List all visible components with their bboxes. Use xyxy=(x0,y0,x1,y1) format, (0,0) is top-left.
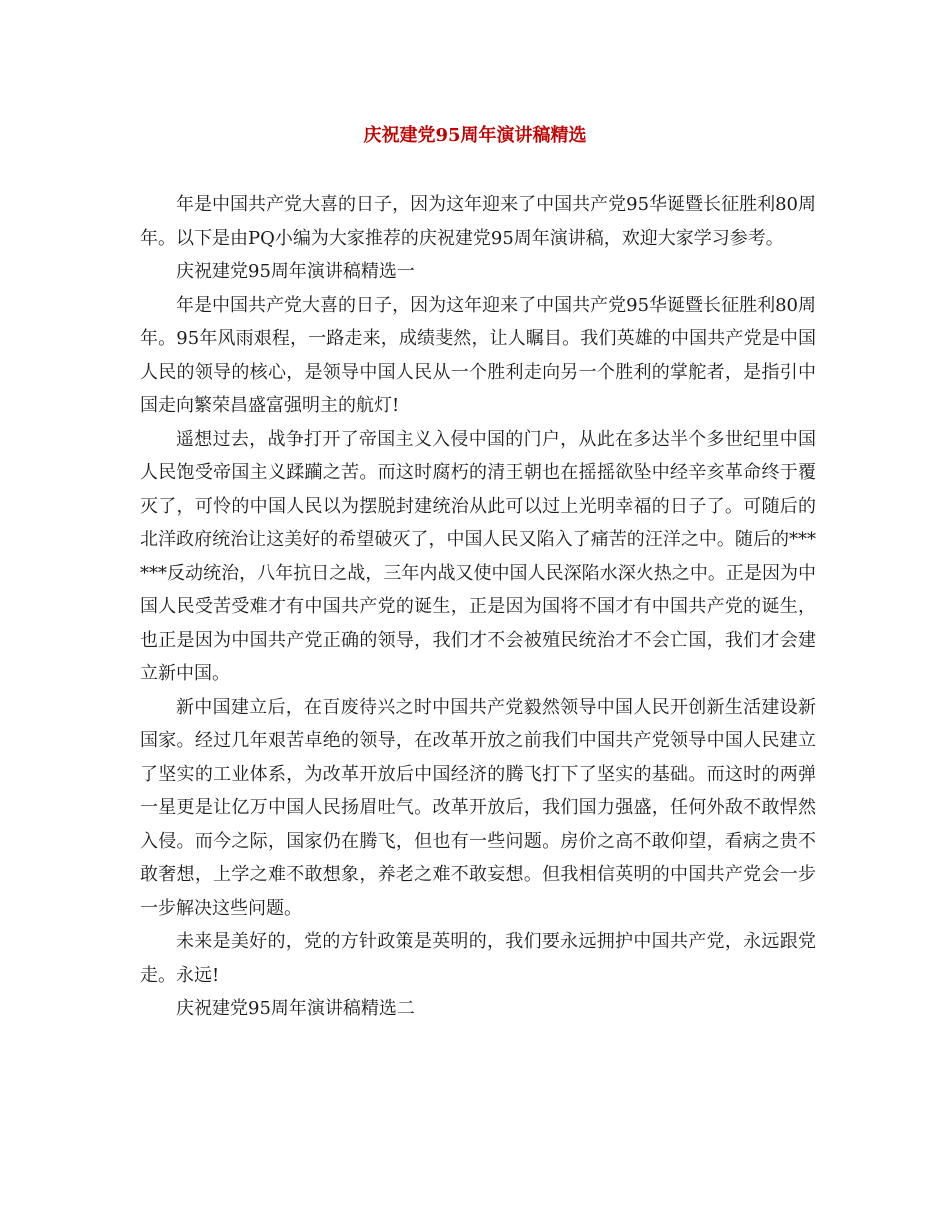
intro-paragraph: 年是中国共产党大喜的日子，因为这年迎来了中国共产党95华诞暨长征胜利80周年。以下是由PQ小编为大家推荐的庆祝建党95周年演讲稿，欢迎大家学习参考。 xyxy=(140,194,816,249)
body-paragraph: 年是中国共产党大喜的日子，因为这年迎来了中国共产党95华诞暨长征胜利80周年。95年风雨艰程，一路走来，成绩斐然，让人瞩目。我们英雄的中国共产党是中国人民的领导的核心，是领导中国人民从一个胜利走向另一个胜利的掌舵者，是指引中国走向繁荣昌盛富强明主的航灯! xyxy=(140,294,816,416)
body-paragraph: 新中国建立后，在百废待兴之时中国共产党毅然领导中国人民开创新生活建设新国家。经过几年艰苦卓绝的领导，在改革开放之前我们中国共产党领导中国人民建立了坚实的工业体系，为改革开放后中国经济的腾飞打下了坚实的基础。而这时的两弹一星更是让亿万中国人民扬眉吐气。改革开放后，我们国力强盛，任何外敌不敢悍然入侵。而今之际，国家仍在腾飞，但也有一些问题。房价之高不敢仰望，看病之贵不敢奢想，上学之难不敢想象，养老之难不敢妄想。但我相信英明的中国共产党会一步一步解决这些问题。 xyxy=(140,696,816,919)
section-heading-2: 庆祝建党95周年演讲稿精选二 xyxy=(176,998,415,1019)
section-heading-1: 庆祝建党95周年演讲稿精选一 xyxy=(176,261,415,282)
document-body xyxy=(140,188,816,1026)
document-title: 庆祝建党95周年演讲稿精选 xyxy=(363,125,587,146)
body-paragraph: 未来是美好的，党的方针政策是英明的，我们要永远拥护中国共产党，永远跟党走。永远! xyxy=(140,931,816,986)
body-paragraph: 遥想过去，战争打开了帝国主义入侵中国的门户，从此在多达半个多世纪里中国人民饱受帝国主义蹂躏之苦。而这时腐朽的清王朝也在摇摇欲坠中经辛亥革命终于覆灭了，可怜的中国人民以为摆脱封建统治从此可以过上光明幸福的日子了。可随后的北洋政府统治让这美好的希望破灭了，中国人民又陷入了痛苦的汪洋之中。随后的******反动统治，八年抗日之战，三年内战又使中国人民深陷水深火热之中。正是因为中国人民受苦受难才有中国共产党的诞生，正是因为国将不国才有中国共产党的诞生，也正是因为中国共产党正确的领导，我们才不会被殖民统治才不会亡国，我们才会建立新中国。 xyxy=(140,428,816,684)
